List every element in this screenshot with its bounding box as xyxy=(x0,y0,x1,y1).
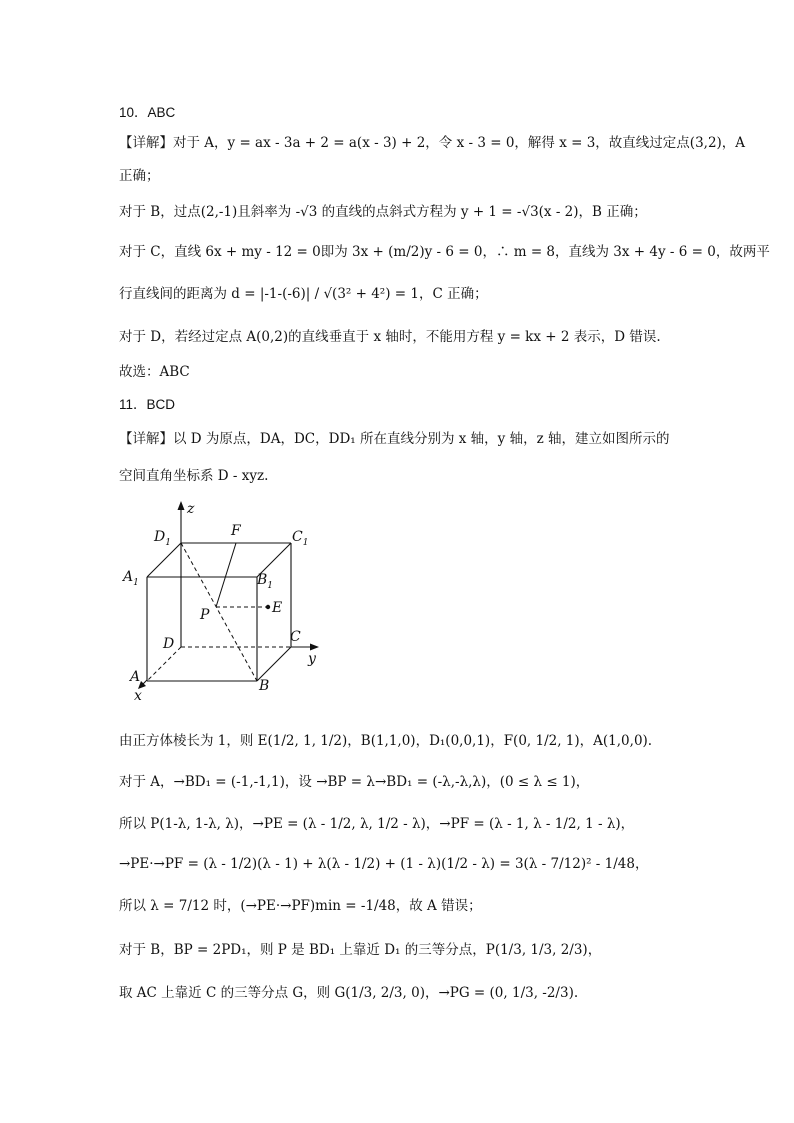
q10-detail-line-1: 【详解】对于 A，y = ax - 3a + 2 = a(x - 3) + 2，令 x - 3 = 0，解得 x = 3，故直线过定点(3,2)，A xyxy=(119,135,746,151)
label-b: B xyxy=(259,678,270,694)
label-c: C xyxy=(290,629,301,645)
q11-option-a-min: 所以 λ = 7/12 时，(→PE·→PF)min = -1/48，故 A 错误； xyxy=(119,898,482,914)
q10-option-c-distance: 行直线间的距离为 d = |-1-(-6)| / √(3² + 4²) = 1，C 正确； xyxy=(119,286,488,302)
q10-detail-line-2: 正确； xyxy=(119,168,160,184)
q11-option-a: 对于 A，→BD₁ = (-1,-1,1)，设 →BP = λ→BD₁ = (-λ,-λ,λ)，(0 ≤ λ ≤ 1)， xyxy=(119,774,590,790)
q10-option-b: 对于 B，过点(2,-1)且斜率为 -√3 的直线的点斜式方程为 y + 1 = -√3(x - 2)，B 正确； xyxy=(119,204,647,220)
label-a1: $A_1$ xyxy=(123,569,139,588)
edge-bc xyxy=(257,647,291,681)
segment-pf xyxy=(216,543,236,607)
label-b1: $B_1$ xyxy=(257,572,274,591)
q11-option-a-vectors: 所以 P(1-λ, 1-λ, λ)，→PE = (λ - 1/2, λ, 1/2 - λ)，→PF = (λ - 1, λ - 1/2, 1 - λ)， xyxy=(119,816,635,832)
q11-detail-line-2: 空间直角坐标系 D - xyz. xyxy=(119,468,269,484)
cube-diagram xyxy=(120,495,335,710)
q11-option-a-dot-product: →PE·→PF = (λ - 1/2)(λ - 1) + λ(λ - 1/2) + (1 - λ)(1/2 - λ) = 3(λ - 7/12)² - 1/48， xyxy=(119,856,649,872)
label-e: E xyxy=(272,600,283,616)
label-z: z xyxy=(187,501,195,517)
q11-option-b: 对于 B，BP = 2PD₁，则 P 是 BD₁ 上靠近 D₁ 的三等分点，P(1/3, 1/3, 2/3)， xyxy=(119,942,602,958)
y-axis-arrow xyxy=(310,644,319,651)
z-axis-arrow xyxy=(178,501,185,510)
edge-da-hidden xyxy=(147,647,181,681)
label-d: D xyxy=(163,636,175,652)
label-p: P xyxy=(200,607,210,623)
q10-option-c: 对于 C，直线 6x + my - 12 = 0即为 3x + (m/2)y - 6 = 0，∴ m = 8，直线为 3x + 4y - 6 = 0，故两平 xyxy=(119,244,770,260)
q11-option-b-point-g: 取 AC 上靠近 C 的三等分点 G，则 G(1/3, 2/3, 0)，→PG = (0, 1/3, -2/3). xyxy=(119,985,579,1001)
diagonal-bd1 xyxy=(181,543,257,681)
q11-coordinates: 由正方体棱长为 1，则 E(1/2, 1, 1/2)，B(1,1,0)，D₁(0,0,1)，F(0, 1/2, 1)，A(1,0,0). xyxy=(119,733,653,749)
label-d1: $D_1$ xyxy=(154,529,171,548)
label-f: F xyxy=(231,523,241,539)
q10-option-d: 对于 D，若经过定点 A(0,2)的直线垂直于 x 轴时，不能用方程 y = kx + 2 表示，D 错误. xyxy=(119,329,661,345)
q11-detail-line-1: 【详解】以 D 为原点，DA，DC，DD₁ 所在直线分别为 x 轴，y 轴，z 轴，建立如图所示的 xyxy=(119,431,670,447)
label-a: A xyxy=(130,669,141,685)
q11-answer: 11．BCD xyxy=(119,397,176,412)
edge-d1a1 xyxy=(147,543,181,577)
label-c1: $C_1$ xyxy=(292,529,309,548)
q10-answer: 10．ABC xyxy=(119,105,176,120)
cube-figure xyxy=(120,495,335,710)
q10-conclusion: 故选：ABC xyxy=(119,364,190,380)
label-y: y xyxy=(308,651,316,667)
point-e xyxy=(266,605,270,609)
label-x: x xyxy=(134,688,142,704)
